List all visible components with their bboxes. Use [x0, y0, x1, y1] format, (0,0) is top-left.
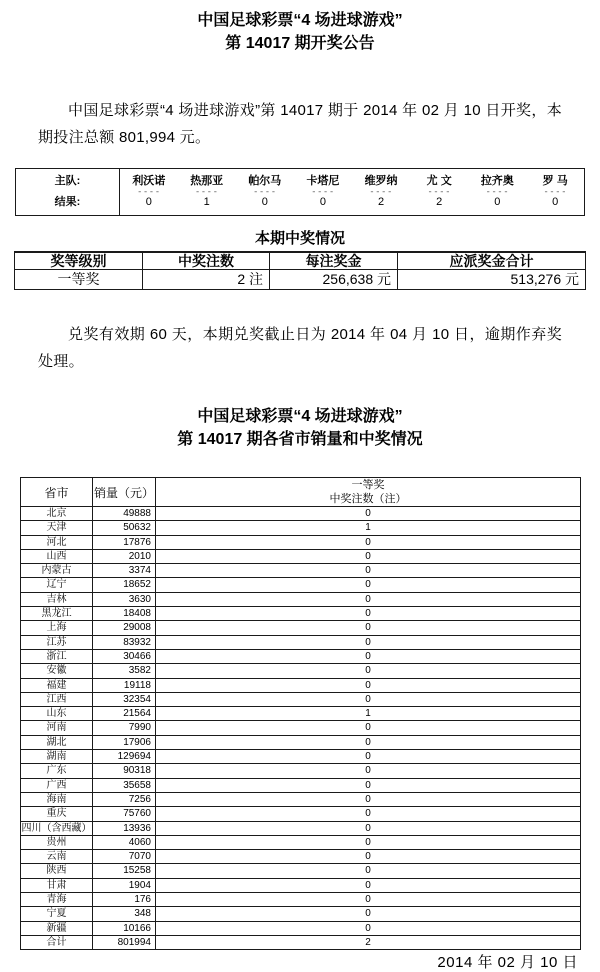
province-name: 四川（含西藏） — [21, 822, 92, 834]
province-sales: 18408 — [93, 607, 156, 621]
province-sales: 7070 — [93, 850, 156, 864]
separator-label-cell — [16, 188, 120, 196]
province-win-count: 2 — [156, 935, 581, 949]
province-name: 江苏 — [21, 635, 93, 649]
province-name: 山西 — [21, 549, 93, 563]
province-name: 贵州 — [21, 835, 93, 849]
total-row — [21, 935, 581, 949]
province-row — [21, 721, 581, 735]
province-name: 上海 — [21, 621, 93, 635]
prize-total: 513,276 元 — [398, 270, 586, 290]
province-name: 湖北 — [21, 735, 93, 749]
province-header-name: 省市 — [21, 478, 93, 507]
match-result-value: 0 — [319, 196, 326, 208]
province-row — [21, 921, 581, 935]
province-name: 陕西 — [21, 864, 93, 878]
province-row — [21, 592, 581, 606]
province-sales: 49888 — [93, 507, 156, 521]
match-team-name: 拉齐奥 — [480, 175, 514, 187]
province-sales: 83932 — [93, 635, 156, 649]
match-separator-row — [16, 188, 585, 196]
match-separator: ---- — [311, 186, 335, 197]
page-title-line1: 中国足球彩票“4 场进球游戏” — [197, 12, 403, 29]
province-name: 安徽 — [21, 664, 93, 678]
province-section-title — [0, 405, 600, 451]
province-win-count: 0 — [156, 792, 581, 806]
prize-header-row — [15, 252, 586, 270]
province-win-count: 0 — [156, 821, 581, 835]
match-team-name: 帕尔马 — [248, 175, 282, 187]
province-sales: 35658 — [93, 778, 156, 792]
province-win-count: 0 — [156, 750, 581, 764]
province-sales: 13936 — [93, 821, 156, 835]
match-separator: ---- — [252, 186, 277, 197]
prize-row — [15, 270, 586, 290]
province-row — [21, 664, 581, 678]
match-team-name: 卡塔尼 — [306, 175, 340, 187]
footer-date: 2014 年 02 月 10 日 — [437, 954, 578, 972]
province-win-count: 1 — [156, 521, 581, 535]
province-name: 青海 — [21, 893, 93, 907]
province-win-count: 0 — [156, 778, 581, 792]
province-row — [21, 864, 581, 878]
province-name: 河北 — [21, 535, 93, 549]
province-sales: 4060 — [93, 835, 156, 849]
province-win-count: 0 — [156, 907, 581, 921]
province-name: 江西 — [21, 692, 93, 706]
province-win-count: 0 — [156, 921, 581, 935]
province-sales: 15258 — [93, 864, 156, 878]
prize-per-bet: 256,638 元 — [270, 270, 398, 290]
province-win-count: 0 — [156, 607, 581, 621]
province-name: 福建 — [21, 678, 93, 692]
province-row — [21, 735, 581, 749]
province-row — [21, 564, 581, 578]
page-title — [0, 0, 600, 55]
province-name: 云南 — [21, 850, 93, 864]
province-header-prize — [156, 478, 581, 507]
province-win-count: 0 — [156, 835, 581, 849]
province-sales: 129694 — [93, 750, 156, 764]
province-row — [21, 850, 581, 864]
province-win-count: 0 — [156, 592, 581, 606]
province-header-sales: 销量（元） — [93, 478, 156, 507]
province-win-count: 0 — [156, 893, 581, 907]
match-separator: ---- — [136, 186, 161, 197]
province-win-count: 0 — [156, 735, 581, 749]
province-sales: 3582 — [93, 664, 156, 678]
province-row — [21, 692, 581, 706]
match-home-teams-row — [16, 169, 585, 189]
province-name: 广东 — [21, 764, 93, 778]
province-row — [21, 835, 581, 849]
province-row — [21, 507, 581, 521]
match-separator: ---- — [369, 186, 393, 197]
match-separator: ---- — [485, 186, 510, 197]
province-win-count: 0 — [156, 692, 581, 706]
province-header-prize-line1: 一等奖 — [351, 479, 385, 491]
province-name: 吉林 — [21, 592, 93, 606]
province-sales: 29008 — [93, 621, 156, 635]
match-team-name: 罗 马 — [542, 175, 568, 187]
province-win-count: 0 — [156, 678, 581, 692]
province-name: 辽宁 — [21, 578, 93, 592]
match-results-table — [15, 168, 585, 216]
province-sales: 7990 — [93, 721, 156, 735]
province-win-count: 0 — [156, 649, 581, 663]
province-name: 重庆 — [21, 807, 93, 821]
province-name: 新疆 — [21, 921, 93, 935]
province-sales: 3630 — [93, 592, 156, 606]
province-win-count: 0 — [156, 878, 581, 892]
province-sales: 2010 — [93, 549, 156, 563]
province-win-count: 0 — [156, 764, 581, 778]
province-row — [21, 607, 581, 621]
province-row — [21, 792, 581, 806]
match-separator: ---- — [427, 186, 452, 197]
prize-table-body — [15, 270, 586, 290]
province-header-prize-line2: 中奖注数（注） — [329, 493, 407, 505]
province-name: 宁夏 — [21, 907, 93, 921]
province-sales: 348 — [93, 907, 156, 921]
province-name: 黑龙江 — [21, 607, 93, 621]
province-row — [21, 521, 581, 535]
province-win-count: 0 — [156, 549, 581, 563]
province-sales: 176 — [93, 893, 156, 907]
province-row — [21, 821, 581, 835]
province-row — [21, 635, 581, 649]
match-result-value: 2 — [378, 196, 385, 208]
province-name: 合计 — [21, 935, 93, 949]
province-row — [21, 878, 581, 892]
province-row — [21, 649, 581, 663]
province-name: 湖南 — [21, 750, 93, 764]
province-sales: 7256 — [93, 792, 156, 806]
province-name: 海南 — [21, 792, 93, 806]
province-row — [21, 807, 581, 821]
province-sales: 75760 — [93, 807, 156, 821]
prize-header-count: 中奖注数 — [143, 252, 270, 270]
province-win-count: 0 — [156, 807, 581, 821]
province-win-count: 0 — [156, 635, 581, 649]
prize-section-title: 本期中奖情况 — [254, 230, 345, 247]
province-sales: 32354 — [93, 692, 156, 706]
match-team-name: 维罗纳 — [364, 175, 398, 187]
province-sales: 1904 — [93, 878, 156, 892]
province-win-count: 0 — [156, 535, 581, 549]
result-label: 结果: — [16, 196, 120, 216]
match-results-row — [16, 196, 585, 216]
intro-paragraph: 中国足球彩票“4 场进球游戏”第 14017 期于 2014 年 02 月 10 日开奖，本期投注总额 801,994 元。 — [38, 102, 562, 146]
province-sales: 21564 — [93, 707, 156, 721]
province-row — [21, 764, 581, 778]
prize-header-per-bet: 每注奖金 — [270, 252, 398, 270]
match-team-name: 尤 文 — [426, 175, 452, 187]
province-sales: 90318 — [93, 764, 156, 778]
province-win-count: 0 — [156, 864, 581, 878]
match-separator: ---- — [194, 186, 219, 197]
province-name: 甘肃 — [21, 878, 93, 892]
province-sales: 18652 — [93, 578, 156, 592]
page-title-line2: 第 14017 期开奖公告 — [225, 35, 375, 52]
province-row — [21, 750, 581, 764]
province-name: 内蒙古 — [21, 564, 93, 578]
province-name: 天津 — [21, 521, 93, 535]
province-sales: 10166 — [93, 921, 156, 935]
province-row — [21, 707, 581, 721]
match-separator: ---- — [543, 186, 568, 197]
province-row — [21, 778, 581, 792]
home-team-label: 主队: — [16, 169, 120, 189]
prize-header-grade: 奖等级别 — [15, 252, 143, 270]
province-title-line1: 中国足球彩票“4 场进球游戏” — [197, 408, 403, 425]
prize-table — [14, 251, 586, 290]
province-header-row — [21, 478, 581, 507]
province-sales: 17906 — [93, 735, 156, 749]
province-sales-table — [20, 477, 581, 950]
province-win-count: 0 — [156, 621, 581, 635]
province-row — [21, 578, 581, 592]
province-win-count: 0 — [156, 578, 581, 592]
province-win-count: 1 — [156, 707, 581, 721]
province-title-line2: 第 14017 期各省市销量和中奖情况 — [177, 431, 423, 448]
match-result-value: 0 — [145, 196, 152, 208]
province-win-count: 0 — [156, 664, 581, 678]
redeem-paragraph: 兑奖有效期 60 天，本期兑奖截止日为 2014 年 04 月 10 日，逾期作弃奖处理。 — [38, 326, 562, 370]
province-row — [21, 535, 581, 549]
province-sales: 3374 — [93, 564, 156, 578]
province-name: 山东 — [21, 707, 93, 721]
province-sales: 50632 — [93, 521, 156, 535]
province-win-count: 0 — [156, 850, 581, 864]
match-result-value: 0 — [552, 196, 559, 208]
match-result-value: 2 — [436, 196, 443, 208]
province-win-count: 0 — [156, 507, 581, 521]
province-row — [21, 621, 581, 635]
prize-count: 2 注 — [143, 270, 270, 290]
province-name: 北京 — [21, 507, 93, 521]
match-result-value: 0 — [261, 196, 268, 208]
province-row — [21, 549, 581, 563]
province-sales: 801994 — [93, 935, 156, 949]
province-row — [21, 907, 581, 921]
province-name: 广西 — [21, 778, 93, 792]
province-row — [21, 678, 581, 692]
match-team-name: 利沃诺 — [132, 175, 166, 187]
prize-grade: 一等奖 — [15, 270, 143, 290]
province-win-count: 0 — [156, 564, 581, 578]
prize-header-total: 应派奖金合计 — [398, 252, 586, 270]
match-team-name: 热那亚 — [190, 175, 224, 187]
match-result-value: 1 — [203, 196, 210, 208]
province-sales: 30466 — [93, 649, 156, 663]
match-result-value: 0 — [494, 196, 501, 208]
province-table-body — [21, 507, 581, 950]
province-name: 浙江 — [21, 649, 93, 663]
province-name: 河南 — [21, 721, 93, 735]
province-row — [21, 893, 581, 907]
province-win-count: 0 — [156, 721, 581, 735]
province-sales: 19118 — [93, 678, 156, 692]
province-sales: 17876 — [93, 535, 156, 549]
